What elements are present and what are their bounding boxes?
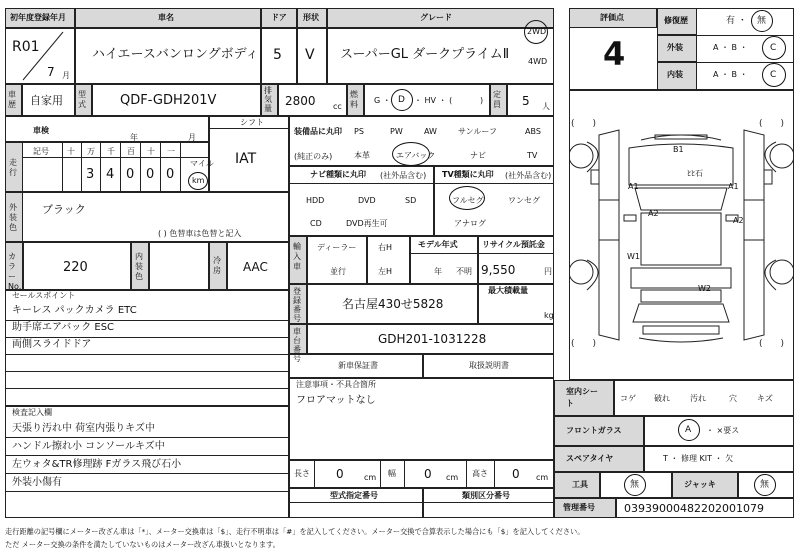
shaken-month-unit: 月 (188, 133, 196, 142)
mileage-col-6: 一 (167, 147, 175, 156)
svg-text:( ): ( ) (759, 119, 785, 129)
seat-opt-dirt: 汚れ (690, 394, 706, 403)
diagram-mark-w1: W1 (627, 252, 640, 261)
capacity-value: 5 (522, 94, 530, 108)
jack-selected: 無 (760, 480, 770, 490)
footer-line-1: 走行距離の記号欄にメーター改ざん車は「*」、メーター交換車は「$」、走行不明車は「#」を記入してください。メーター交換で合算表示した場合にも「$」を記入してください。 (5, 527, 585, 536)
navi-label: ナビ種類に丸印 (310, 170, 366, 179)
import-parallel: 並行 (330, 267, 346, 276)
mileage-header-line (23, 157, 209, 158)
equip-leather: 本革 (354, 151, 370, 160)
interior-options: A ・ B ・ (713, 70, 748, 79)
grade-label: グレード (420, 13, 452, 22)
width-unit: cm (446, 473, 459, 482)
displacement-value: 2800 (285, 94, 316, 108)
equip-sunroof: サンルーフ (458, 127, 497, 136)
inspector-label: 検査記入欄 (12, 408, 52, 417)
mileage-digit-4: 0 (146, 167, 155, 182)
color-note: ( ) 色替車は色替と記入 (158, 229, 242, 238)
spare-label: スペアタイヤ (566, 454, 614, 463)
import-left: 左H (378, 267, 393, 276)
max-load-unit: kg (544, 311, 554, 320)
seat-label: 室内シート (566, 387, 598, 408)
manual-label: 取扱説明書 (469, 361, 509, 370)
exterior-selected: C (770, 43, 777, 53)
mileage-divider-2 (100, 142, 101, 192)
tv-sublabel: (社外品含む) (505, 171, 552, 180)
notes-label: 注意事項・不具合箇所 (296, 380, 376, 389)
fuel-label: 燃料 (350, 90, 358, 109)
mileage-divider-5 (160, 142, 161, 192)
diagram-mark-b1: B1 (673, 145, 684, 154)
inspector-line-1 (5, 437, 289, 438)
inspector-line-text-1: 天張り汚れ中 荷室内張りキズ中 (12, 423, 155, 434)
mgmt-number: 0393900048220200107​9 (624, 502, 764, 515)
door-label: ドア (271, 13, 287, 22)
equip-pw: PW (390, 127, 403, 136)
first-reg-month-unit: 月 (62, 71, 70, 80)
import-right: 右H (378, 243, 393, 252)
first-reg-month: 7 (47, 65, 55, 79)
interior-selected: C (770, 70, 777, 80)
sales-line-3 (5, 354, 289, 355)
fuel-close: ) (480, 96, 484, 105)
height-divider-b (494, 460, 495, 488)
equip-abs: ABS (525, 127, 541, 136)
fuel-g: G ・ (374, 96, 391, 105)
color-label: 外装色 (9, 203, 17, 232)
import-label: 輸入車 (293, 242, 301, 271)
notes-value: フロアマットなし (296, 395, 376, 406)
sales-point-2: 助手席エアバック ESC (12, 322, 115, 333)
tv-oneseg: ワンセグ (508, 196, 540, 205)
equip-tv: TV (527, 151, 538, 160)
glass-label: フロントガラス (566, 426, 622, 435)
seat-opt-hole: 穴 (729, 394, 737, 403)
tv-header-line (434, 183, 554, 184)
capacity-label: 定員 (493, 90, 501, 109)
shape-label: 形状 (303, 13, 319, 22)
equip-airbag: エアバック (396, 151, 436, 160)
type-cert-label: 型式指定番号 (330, 491, 378, 500)
seat-opt-tear: 破れ (654, 394, 670, 403)
rating-row-line-2 (697, 62, 794, 63)
shift-label-line (209, 128, 289, 129)
equip-ps: PS (354, 127, 364, 136)
equipment-sublabel: (純正のみ) (294, 152, 333, 161)
class-label: 類別区分番号 (462, 491, 510, 500)
diagram-mark-a2-right: A2 (733, 216, 744, 225)
shaken-year-unit: 年 (130, 133, 138, 142)
shaken-label: 車検 (33, 126, 49, 135)
doors-value: 5 (273, 47, 282, 63)
tools-label: 工具 (572, 480, 588, 489)
svg-text:( ): ( ) (571, 119, 597, 129)
mileage-digit-1: 3 (86, 167, 95, 182)
registration-label: 登録番号 (293, 287, 301, 323)
history-label: 車歴 (8, 90, 16, 109)
svg-text:( ): ( ) (571, 339, 597, 349)
shift-label: シフト (240, 118, 264, 127)
navi-dvd-play: DVD再生可 (346, 219, 388, 228)
car-diagram (569, 90, 794, 380)
score-label: 評価点 (600, 13, 624, 22)
length-label: 長さ (294, 469, 310, 478)
inspector-line-text-2: ハンドル擦れ小 コンソールキズ中 (12, 441, 165, 452)
tv-label: TV種類に丸印 (442, 170, 494, 179)
equip-navi: ナビ (470, 151, 486, 160)
first-reg-label: 初年度登録年月 (10, 13, 66, 22)
mileage-divider-1 (81, 142, 82, 192)
height-unit: cm (536, 473, 549, 482)
registration-value: 名古屋430せ5828 (342, 297, 444, 311)
equipment-label: 装備品に丸印 (294, 127, 342, 136)
tv-analog: アナログ (454, 219, 486, 228)
color-value: ブラック (42, 203, 86, 216)
diagram-mark-a1-left: A1 (628, 182, 639, 191)
grade-value: スーパーGL ダークプライムⅡ (340, 47, 510, 62)
mileage-col-3: 千 (107, 147, 115, 156)
km-label: km (192, 176, 205, 185)
mileage-digit-5: 0 (166, 167, 175, 182)
height-value: 0 (512, 467, 520, 481)
navi-dvd: DVD (358, 196, 376, 205)
diagram-mark-a1-right: A1 (728, 182, 739, 191)
shift-value: IAT (235, 151, 257, 167)
mileage-divider-6 (180, 142, 181, 192)
model-year-label: モデル年式 (418, 240, 458, 249)
color-no-value: 220 (63, 260, 88, 275)
mileage-divider-4 (140, 142, 141, 192)
color-no-label: カラーNo. (8, 252, 22, 291)
repair-label: 修復歴 (664, 16, 688, 25)
drive-2wd: 2WD (527, 27, 547, 36)
displacement-unit: cc (333, 102, 342, 111)
mileage-col-5: 十 (147, 147, 155, 156)
max-load-label: 最大積載量 (488, 286, 528, 295)
car-name-label: 車名 (158, 13, 174, 22)
mileage-divider-0 (62, 142, 63, 192)
seat-opt-burn: コゲ (620, 394, 636, 403)
diagram-mark-chip: ﾋﾋ石 (687, 169, 703, 178)
displacement-label: 排気量 (264, 86, 272, 113)
sales-points-label: セールスポイント (12, 291, 76, 300)
sales-line-5 (5, 388, 289, 389)
equip-aw: AW (424, 127, 437, 136)
navi-sd: SD (405, 196, 417, 205)
mileage-label: 走行 (9, 158, 17, 177)
navi-cd: CD (310, 219, 322, 228)
car-name: ハイエースバンロングボディ (92, 47, 259, 62)
chassis-value: GDH201-1031228 (378, 332, 487, 346)
exterior-options: A ・ B ・ (713, 43, 748, 52)
warranty-label: 新車保証書 (338, 361, 378, 370)
recycle-unit: 円 (544, 267, 552, 276)
tv-fullseg: フルセグ (452, 196, 484, 205)
drive-4wd: 4WD (528, 57, 548, 66)
interior-color-label: 内装色 (135, 252, 143, 281)
rating-row-line-1 (697, 35, 794, 36)
svg-text:( ): ( ) (759, 339, 785, 349)
inspector-line-text-3: 左ウォタ&TR修理跡 Fガラス飛び石小 (12, 459, 182, 470)
ac-label: 冷房 (213, 256, 221, 275)
width-divider-a (380, 460, 381, 488)
mileage-digit-2: 4 (106, 167, 115, 182)
sales-line-2 (5, 337, 289, 338)
usage-value: 自家用 (30, 94, 63, 107)
fuel-rest: ・ HV ・ ( (414, 96, 453, 105)
diagram-mark-w2: W2 (698, 284, 711, 293)
inspector-line-text-4: 外装小傷有 (12, 477, 62, 488)
import-dealer: ディーラー (317, 243, 357, 252)
navi-header-line (289, 183, 434, 184)
width-value: 0 (424, 467, 432, 481)
length-divider (314, 460, 315, 488)
score-value: 4 (603, 35, 626, 73)
recycle-value: 9,550 (481, 263, 516, 277)
glass-rest: ・ ×要ス (706, 426, 740, 435)
model-year-value: 不明 (456, 267, 472, 276)
sales-point-3: 両側スライドドア (12, 339, 92, 350)
color-cell (5, 192, 289, 242)
seat-opt-scratch: キズ (757, 394, 773, 403)
capacity-unit: 人 (542, 102, 550, 111)
mileage-col-4: 百 (127, 147, 135, 156)
width-label: 幅 (388, 469, 396, 478)
chassis-label: 車台番号 (293, 327, 301, 363)
first-reg-era: R01 (12, 39, 40, 55)
mileage-col-1: 十 (67, 147, 75, 156)
repair-options: 有 ・ (726, 16, 747, 26)
jack-label: ジャッキ (684, 480, 716, 489)
sales-point-1: キーレス パックカメラ ETC (12, 305, 137, 316)
mile-label: マイル (190, 159, 214, 168)
spare-options: T ・ 修理 KIT ・ 欠 (663, 454, 734, 463)
navi-sublabel: (社外品含む) (380, 171, 427, 180)
shape-value: V (305, 47, 315, 63)
interior-color-cell (149, 242, 209, 290)
ac-value: AAC (243, 260, 268, 274)
capacity-cell (507, 84, 554, 116)
mileage-col-0: 記号 (33, 147, 49, 156)
inspector-line-4 (5, 491, 289, 492)
glass-selected: A (685, 425, 692, 435)
inspector-line-3 (5, 473, 289, 474)
interior-label: 内装 (667, 70, 683, 79)
mileage-divider-3 (120, 142, 121, 192)
tools-selected: 無 (630, 480, 640, 490)
fuel-selected: D (398, 95, 405, 105)
model-year-unit: 年 (434, 267, 442, 276)
sales-line-1 (5, 320, 289, 321)
exterior-label: 外装 (667, 43, 683, 52)
inspector-line-2 (5, 455, 289, 456)
mgmt-label: 管理番号 (563, 503, 595, 512)
height-label: 高さ (472, 469, 488, 478)
length-unit: cm (364, 473, 377, 482)
navi-hdd: HDD (306, 196, 325, 205)
height-divider-a (466, 460, 467, 488)
width-divider-b (404, 460, 405, 488)
recycle-label: リサイクル預託金 (482, 240, 545, 249)
notes-cell (289, 378, 554, 460)
model-value: QDF-GDH201V (120, 93, 217, 108)
sales-line-4 (5, 371, 289, 372)
length-value: 0 (336, 467, 344, 481)
diagram-mark-a2-center: A2 (648, 209, 659, 218)
footer-line-2: ただ メーター交換の条件を満たしていないものはメーター改ざん車扱いとなります。 (5, 540, 280, 549)
repair-selected: 無 (757, 16, 767, 26)
model-label: 型式 (78, 90, 86, 109)
mileage-col-2: 万 (87, 147, 95, 156)
mileage-digit-3: 0 (126, 167, 135, 182)
